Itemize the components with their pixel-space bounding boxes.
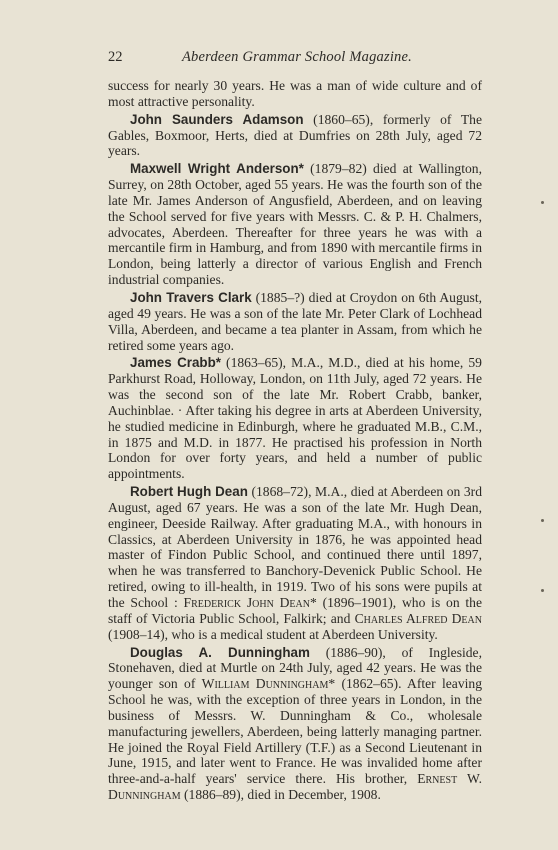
- paragraph-text: (1885–?) died at Croydon on 6th August, aged 49 years. He was a son of the late Mr. Peter Clark of Lochhead Villa, Aberdeen, and became a tea planter in Assam, from which he retired some years ago.: [108, 289, 483, 353]
- paragraph-continued: [108, 78, 482, 110]
- obituary-crabb: [108, 355, 482, 482]
- margin-speck: [541, 519, 544, 522]
- person-name: Robert Hugh Dean: [130, 484, 248, 500]
- obituary-column: [108, 78, 482, 805]
- paragraph-text: (1896–1901), who is on the staff of Victoria Public School, Falkirk; and: [108, 595, 483, 626]
- paragraph-text: (1868–72), M.A., died at Aberdeen on 3rd August, aged 67 years. He was a son of the late Mr. Hugh Dean, engineer, Deeside Railway. After graduating M.A., with honours in Classics, at Aberdeen University in 1876, he was appointed head master of Findon Public School, and continued there until 1897, when he was transferred to Banchory-Devenick Public School. He retired, owing to ill-health, in 1919. Two of his sons were pupils at the School :: [108, 484, 483, 610]
- paragraph-text: success for nearly 30 years. He was a man of wide culture and of most attractive personality.: [108, 78, 482, 109]
- paragraph-text: (1860–65), formerly of The Gables, Boxmoor, Herts, died at Dumfries on 28th July, aged 72 years.: [108, 111, 482, 159]
- paragraph-text: (1908–14), who is a medical student at Aberdeen University.: [108, 626, 438, 642]
- obituary-anderson: [108, 161, 482, 288]
- person-name: James Crabb*: [130, 355, 221, 371]
- paragraph-text: (1886–90), of Ingleside, Stonehaven, died at Murtle on 24th July, aged 42 years. He was the younger son of: [108, 644, 482, 692]
- paragraph-text: (1879–82) died at Wallington, Surrey, on 28th October, aged 55 years. He was the fourth son of the late Mr. James Anderson of Angusfield, Aberdeen, and on leaving the School served for five years with Messrs. C. & P. H. Chalmers, advocates, Aberdeen. Thereafter for three years he was with a mercantile firm in Hamburg, and from 1890 with mercantile firms in London, being latterly a director of various English and French industrial companies.: [108, 161, 482, 288]
- relative-name: Charles Alfred Dean: [354, 610, 482, 626]
- relative-name: William Dunningham*: [201, 676, 336, 692]
- margin-speck: [541, 589, 544, 592]
- person-name: John Saunders Adamson: [130, 111, 304, 127]
- page-header: [108, 49, 482, 69]
- obituary-dean: [108, 484, 482, 642]
- obituary-adamson: [108, 112, 482, 160]
- page-number: 22: [108, 49, 123, 65]
- paragraph-text: (1862–65). After leaving School he was, with the exception of three years in London, in the business of Messrs. W. Dunningham & Co., wholesale manufacturing jewellers, Aberdeen, being latterly managing partner. He joined the Royal Field Artillery (T.F.) as a Second Lieutenant in June, 1915, and later went to France. He was invalided home after three-and-a-half years' service there. His brother,: [108, 676, 483, 787]
- paragraph-text: (1863–65), M.A., M.D., died at his home, 59 Parkhurst Road, Holloway, London, on 11th July, aged 72 years. He was the second son of the late Mr. Robert Crabb, banker, Auchinblae. · After taking his degree in arts at Aberdeen University, he studied medicine in Edinburgh, where he graduated M.B., C.M., in 1875 and M.D. in 1877. He practised his profession in North London for over forty years, and held a number of public appointments.: [108, 355, 482, 482]
- paragraph-text: (1886–89), died in December, 1908.: [180, 787, 381, 803]
- person-name: Douglas A. Dunningham: [130, 644, 310, 660]
- relative-name: Ernest W. Dunningham: [108, 771, 482, 803]
- person-name: Maxwell Wright Anderson*: [130, 161, 304, 177]
- person-name: John Travers Clark: [130, 289, 252, 305]
- running-title: Aberdeen Grammar School Magazine.: [182, 49, 412, 65]
- obituary-clark: [108, 290, 482, 353]
- margin-speck: [541, 201, 544, 204]
- relative-name: Frederick John Dean*: [183, 595, 317, 610]
- obituary-dunningham: [108, 645, 482, 803]
